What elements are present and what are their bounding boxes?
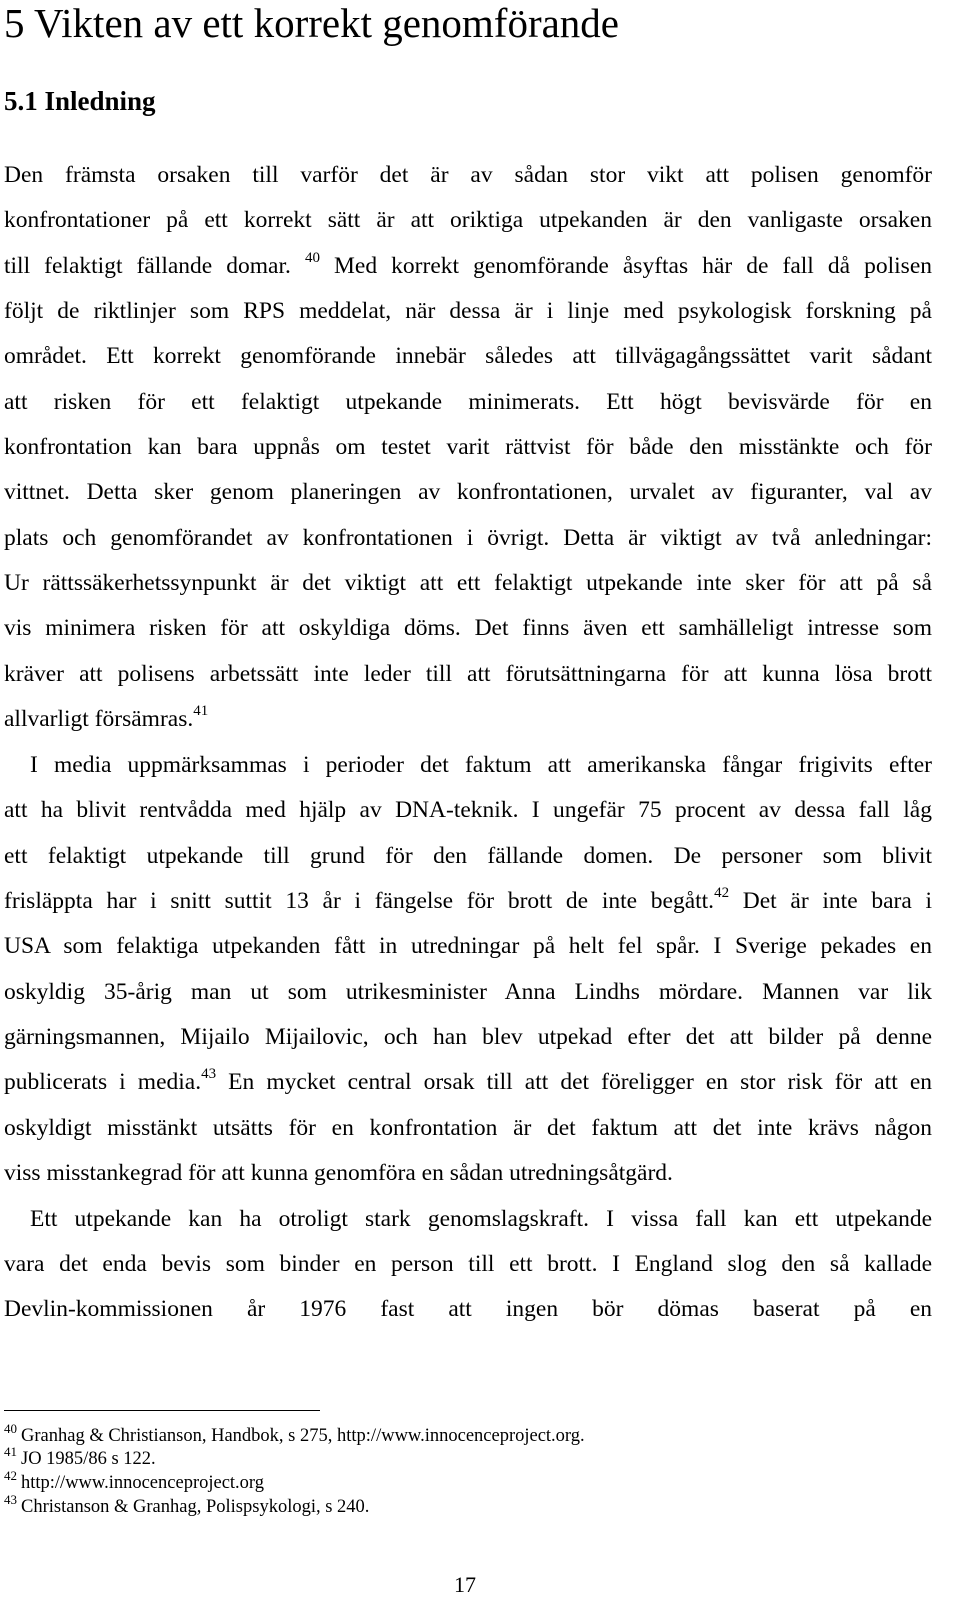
body-line: viss misstankegrad för att kunna genomföra en sådan utredningsåtgärd. (4, 1160, 673, 1186)
body-line: Ur rättssäkerhetssynpunkt är det viktigt att ett felaktigt utpekande inte sker för att på så (4, 570, 932, 596)
body-line: I media uppmärksammas i perioder det faktum att amerikanska fångar frigivits efter (30, 752, 932, 778)
footnote-separator (4, 1410, 320, 1411)
body-line: vis minimera risken för att oskyldiga döms. Det finns även ett samhälleligt intresse som (4, 615, 932, 641)
body-line: Den främsta orsaken till varför det är av sådan stor vikt att polisen genomför (4, 162, 932, 188)
body-line: oskyldigt misstänkt utsätts för en konfrontation är det faktum att det inte krävs någon (4, 1115, 932, 1141)
body-line: följt de riktlinjer som RPS meddelat, när dessa är i linje med psykologisk forskning på (4, 298, 932, 324)
footnote-number: 41 (4, 1444, 17, 1459)
footnote (4, 1468, 265, 1495)
text-run: Det är inte bara i (742, 888, 933, 914)
text-run: Med korrekt genomförande åsyftas här de fall då polisen (334, 253, 933, 279)
chapter-title: 5 Vikten av ett korrekt genomförande (4, 0, 619, 46)
body-line: vara det enda bevis som binder en person till ett brott. I England slog den så kallade (4, 1251, 932, 1277)
footnote-number: 40 (4, 1421, 17, 1436)
body-line: USA som felaktiga utpekanden fått in utredningar på helt fel spår. I Sverige pekades en (4, 933, 932, 959)
footnote (4, 1492, 370, 1519)
text-run: frisläppta har i snitt suttit 13 år i fängelse för brott de inte begått. (4, 888, 715, 914)
text-run: En mycket central orsak till att det föreligger en stor risk för att en (228, 1069, 932, 1095)
footnote-ref-40: 40 (304, 250, 320, 266)
footnote-ref-41: 41 (193, 703, 209, 719)
body-line: att ha blivit rentvådda med hjälp av DNA-teknik. I ungefär 75 procent av dessa fall låg (4, 797, 932, 823)
footnote (4, 1421, 585, 1448)
text-run: till felaktigt fällande domar. (4, 253, 291, 279)
footnote-number: 42 (4, 1468, 17, 1483)
footnote-text: Granhag & Christianson, Handbok, s 275, http://www.innocenceproject.org. (21, 1426, 585, 1446)
body-line: Ett utpekande kan ha otroligt stark genomslagskraft. I vissa fall kan ett utpekande (30, 1206, 932, 1232)
footnote (4, 1444, 156, 1471)
body-line: att risken för ett felaktigt utpekande minimerats. Ett högt bevisvärde för en (4, 389, 932, 415)
text-run: allvarligt försämras. (4, 706, 194, 732)
body-line: Devlin-kommissionen år 1976 fast att ingen bör dömas baserat på en (4, 1296, 932, 1322)
footnote-text: JO 1985/86 s 122. (21, 1449, 156, 1469)
body-line: vittnet. Detta sker genom planeringen av konfrontationen, urvalet av figuranter, val av (4, 479, 932, 505)
section-title: 5.1 Inledning (4, 86, 156, 116)
body-line: kräver att polisens arbetssätt inte leder till att förutsättningarna för att kunna lösa brott (4, 661, 932, 687)
footnote-ref-42: 42 (714, 885, 730, 901)
body-line (4, 251, 932, 281)
body-line (4, 1067, 932, 1097)
body-line (4, 704, 932, 734)
page-number: 17 (454, 1572, 476, 1597)
body-line: oskyldig 35-årig man ut som utrikesminister Anna Lindhs mördare. Mannen var lik (4, 979, 932, 1005)
body-line: ett felaktigt utpekande till grund för den fällande domen. De personer som blivit (4, 843, 932, 869)
footnote-number: 43 (4, 1492, 17, 1507)
footnote-text: Christanson & Granhag, Polispsykologi, s 240. (21, 1497, 370, 1517)
body-line: området. Ett korrekt genomförande innebär således att tillvägagångssättet varit sådant (4, 343, 932, 369)
body-line (4, 886, 932, 916)
body-line: plats och genomförandet av konfrontationen i övrigt. Detta är viktigt av två anledningar: (4, 525, 932, 551)
text-run: publicerats i media. (4, 1069, 202, 1095)
body-line: konfrontationer på ett korrekt sätt är att oriktiga utpekanden är den vanligaste orsaken (4, 207, 932, 233)
footnote-text: http://www.innocenceproject.org (21, 1473, 265, 1493)
body-line: gärningsmannen, Mijailo Mijailovic, och han blev utpekad efter det att bilder på denne (4, 1024, 932, 1050)
body-line: konfrontation kan bara uppnås om testet varit rättvist för både den misstänkte och för (4, 434, 932, 460)
footnote-ref-43: 43 (201, 1066, 217, 1082)
